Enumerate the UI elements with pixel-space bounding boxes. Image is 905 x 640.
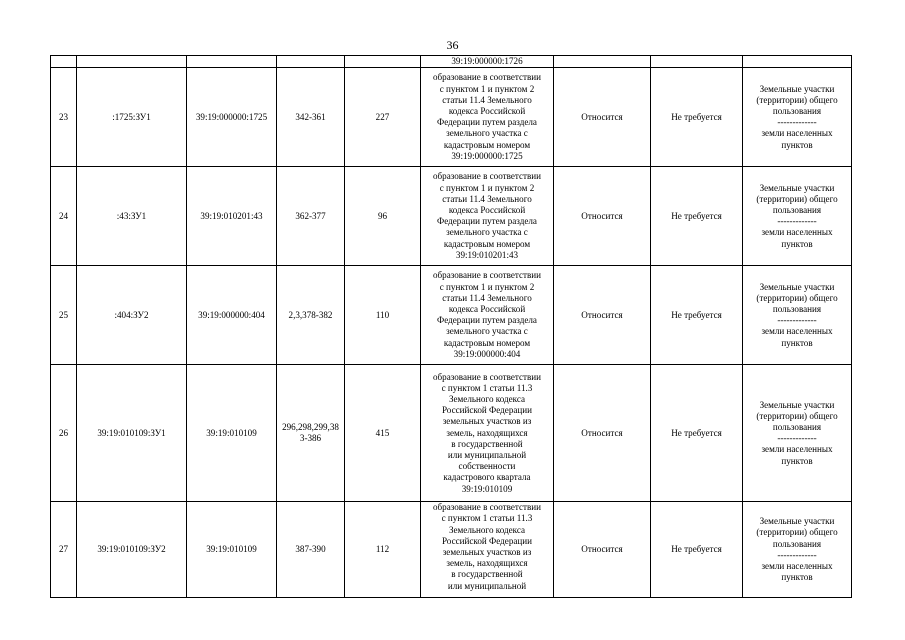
- cell-method: образование в соответствии с пунктом 1 статьи 11.3 Земельного кодекса Российской Федерации земельных участков из земель, находящихся в государственной или муниципальной: [421, 502, 554, 598]
- table-row: [51, 167, 852, 266]
- cell-requirement: Не требуется: [651, 266, 743, 365]
- cell-points: 296,298,299,38 3-386: [277, 365, 345, 502]
- cell-method: образование в соответствии с пунктом 1 и пунктом 2 статьи 11.4 Земельного кодекса Российской Федерации путем раздела земельного участка с кадастровым номером 39:19:000000:1725: [421, 68, 554, 167]
- cell-category: Земельные участки (территории) общего пользования ------------- земли населенных пунктов: [743, 502, 852, 598]
- cell-designation: :404:ЗУ2: [77, 266, 187, 365]
- cell-continuation: 39:19:000000:1726: [421, 56, 554, 68]
- table-row: [51, 266, 852, 365]
- cell-requirement: Не требуется: [651, 68, 743, 167]
- cell-points: 2,3,378-382: [277, 266, 345, 365]
- cell-points: 387-390: [277, 502, 345, 598]
- cell-points: 362-377: [277, 167, 345, 266]
- table-row: [51, 502, 852, 598]
- land-plots-table: [50, 55, 852, 598]
- cell-number: 25: [51, 266, 77, 365]
- cell-number: 24: [51, 167, 77, 266]
- cell-method: образование в соответствии с пунктом 1 и пунктом 2 статьи 11.4 Земельного кодекса Российской Федерации путем раздела земельного участка с кадастровым номером 39:19:000000:404: [421, 266, 554, 365]
- cell-number: 27: [51, 502, 77, 598]
- cell-designation: 39:19:010109:ЗУ2: [77, 502, 187, 598]
- cell-cadastral: 39:19:000000:404: [187, 266, 277, 365]
- cell-relation: Относится: [554, 167, 651, 266]
- cell-relation: Относится: [554, 502, 651, 598]
- cell-designation: 39:19:010109:ЗУ1: [77, 365, 187, 502]
- cell-method: образование в соответствии с пунктом 1 статьи 11.3 Земельного кодекса Российской Федерации земельных участков из земель, находящихся в государственной или муниципальной собственности кадастрового квартала 39:19:010109: [421, 365, 554, 502]
- cell-cadastral: 39:19:010201:43: [187, 167, 277, 266]
- cell-requirement: Не требуется: [651, 167, 743, 266]
- cell-category: Земельные участки (территории) общего пользования ------------- земли населенных пунктов: [743, 266, 852, 365]
- table-row-continuation: [51, 56, 852, 68]
- table-row: [51, 68, 852, 167]
- cell-area: 415: [345, 365, 421, 502]
- cell-number: 23: [51, 68, 77, 167]
- page-number: 36: [446, 38, 459, 52]
- cell-cadastral: 39:19:010109: [187, 365, 277, 502]
- cell-area: 96: [345, 167, 421, 266]
- cell-area: 112: [345, 502, 421, 598]
- cell-relation: Относится: [554, 68, 651, 167]
- cell-requirement: Не требуется: [651, 502, 743, 598]
- cell-requirement: Не требуется: [651, 365, 743, 502]
- cell-relation: Относится: [554, 266, 651, 365]
- cell-category: Земельные участки (территории) общего пользования ------------- земли населенных пунктов: [743, 68, 852, 167]
- cell-cadastral: 39:19:010109: [187, 502, 277, 598]
- cell-cadastral: 39:19:000000:1725: [187, 68, 277, 167]
- cell-area: 110: [345, 266, 421, 365]
- cell-area: 227: [345, 68, 421, 167]
- cell-method: образование в соответствии с пунктом 1 и пунктом 2 статьи 11.4 Земельного кодекса Российской Федерации путем раздела земельного участка с кадастровым номером 39:19:010201:43: [421, 167, 554, 266]
- cell-number: 26: [51, 365, 77, 502]
- cell-designation: :43:ЗУ1: [77, 167, 187, 266]
- table-row: [51, 365, 852, 502]
- cell-category: Земельные участки (территории) общего пользования ------------- земли населенных пунктов: [743, 167, 852, 266]
- cell-relation: Относится: [554, 365, 651, 502]
- cell-category: Земельные участки (территории) общего пользования ------------- земли населенных пунктов: [743, 365, 852, 502]
- cell-points: 342-361: [277, 68, 345, 167]
- cell-designation: :1725:ЗУ1: [77, 68, 187, 167]
